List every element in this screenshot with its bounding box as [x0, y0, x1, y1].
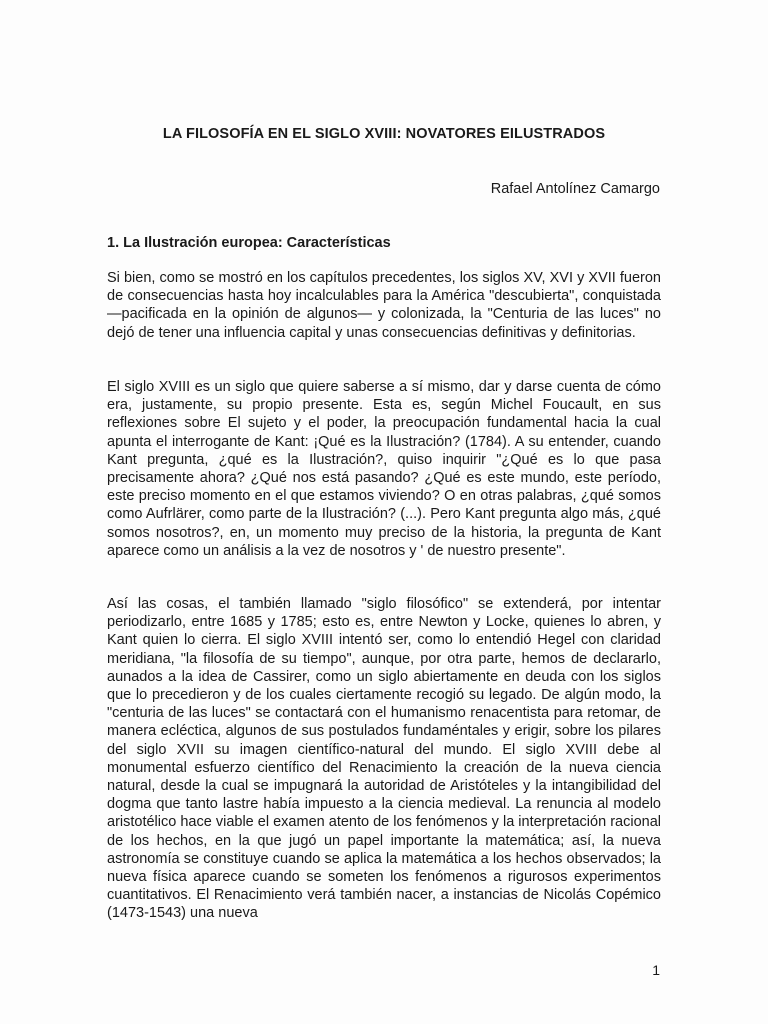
paragraph-1: Si bien, como se mostró en los capítulos precedentes, los siglos XV, XVI y XVII fueron de consecuencias hasta hoy incalculables para la América "descubierta", conquistada —pacificada en la opinión de algunos— y colonizada, la "Centuria de las luces" no dejó de tener una influencia capital y unas consecuencias definitivas y definitorias.	[107, 270, 661, 341]
document-title: LA FILOSOFÍA EN EL SIGLO XVIII: NOVATORES EILUSTRADOS	[162, 126, 606, 142]
paragraph-3: Así las cosas, el también llamado "siglo filosófico" se extenderá, por intentar periodizarlo, entre 1685 y 1785; esto es, entre Newton y Locke, quienes lo abren, y Kant quien lo cierra. El siglo XVIII intentó ser, como lo entendió Hegel con claridad meridiana, "la filosofía de su tiempo", aunque, por otra parte, hemos de declararlo, aunados a la idea de Cassirer, como un siglo abiertamente en deuda con los siglos que lo precedieron y de los cuales ciertamente recogió su legado. De algún modo, la "centuria de las luces" se contactará con el humanismo renacentista para retomar, de manera ecléctica, algunos de sus postulados fundaméntales y erigir, sobre los pilares del siglo XVII su imagen científico-natural del mundo. El siglo XVIII debe al monumental esfuerzo científico del Renacimiento la creación de la nueva ciencia natural, desde la cual se impugnará la autoridad de Aristóteles y la intangibilidad del dogma que tanto lastre había impuesto a la ciencia medieval. La renuncia al modelo aristotélico hace viable el examen atento de los fenómenos y la interpretación racional de los hechos, en la que jugó un papel importante la matemática; así, la nueva astronomía se constituye cuando se aplica la matemática a los hechos observados; la nueva física aparece cuando se someten los fenómenos a rigurosos experimentos cuantitativos. El Renacimiento verá también nacer, a instancias de Nicolás Copémico (1473-1543) una nueva	[107, 596, 661, 922]
paragraph-2: El siglo XVIII es un siglo que quiere saberse a sí mismo, dar y darse cuenta de cómo era, justamente, su propio presente. Esta es, según Michel Foucault, en sus reflexiones sobre El sujeto y el poder, la preocupación fundamental hacia la cual apunta el interrogante de Kant: ¡Qué es la Ilustración? (1784). A su entender, cuando Kant pregunta, ¿qué es la Ilustración?, quiso inquirir "¿Qué es lo que pasa precisamente ahora? ¿Qué nos está pasando? ¿Qué es este mundo, este período, este preciso momento en el que estamos viviendo? O en otras palabras, ¿qué somos como Aufrlärer, como parte de la Ilustración? (...). Pero Kant pregunta algo más, ¿qué somos nosotros?, en, un momento muy preciso de la historia, la pregunta de Kant aparece como un análisis a la vez de nosotros y ' de nuestro presente".	[107, 379, 661, 559]
author-name: Rafael Antolínez Camargo	[490, 181, 660, 197]
page-number: 1	[652, 962, 660, 978]
section-heading: 1. La Ilustración europea: Características	[107, 235, 391, 251]
